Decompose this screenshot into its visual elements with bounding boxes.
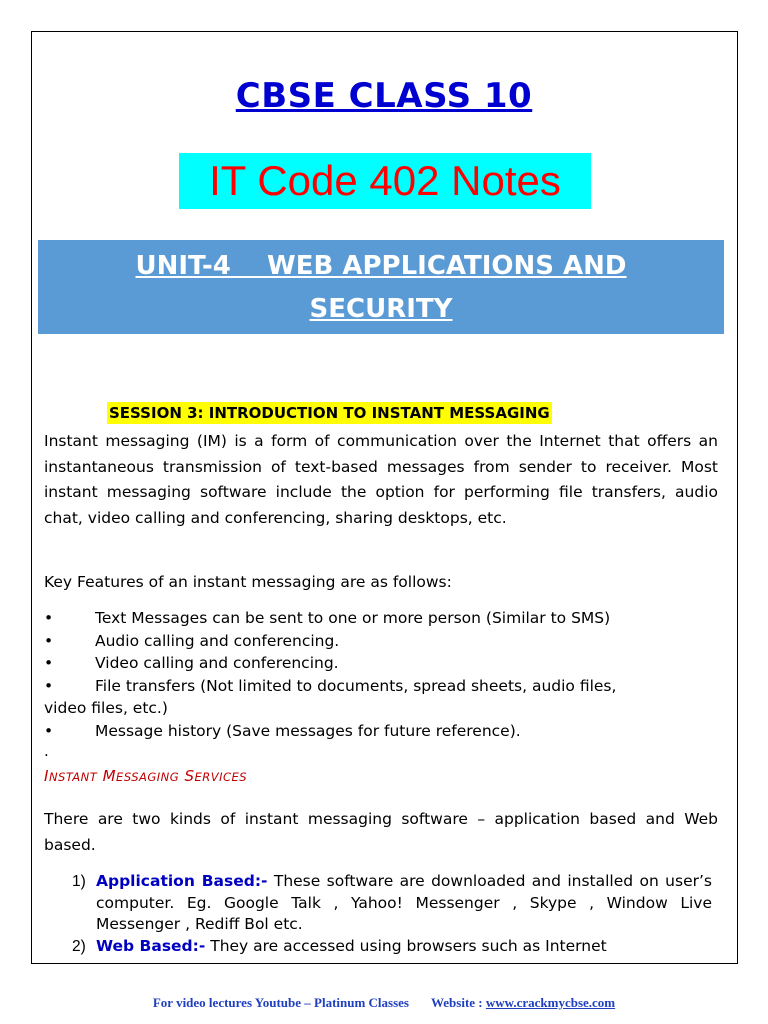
item-text: These software are downloaded and installed on user’s computer. Eg. Google Talk , Yahoo! Messenger , Skype , Window Live Messenger , Rediff Bol etc. [96, 872, 712, 933]
footer-website-label: Website : [431, 995, 483, 1010]
types-list [72, 871, 712, 957]
stray-period: . [44, 742, 49, 760]
unit-line-2: SECURITY [309, 294, 453, 324]
document-title [0, 76, 768, 116]
item-text: They are accessed using browsers such as Internet [205, 936, 607, 955]
bullet-icon: • [44, 609, 54, 627]
list-item-continuation: video files, etc.) [44, 699, 168, 717]
features-list [44, 607, 718, 742]
website-link[interactable]: www.crackmycbse.com [485, 995, 616, 1010]
document-subtitle: IT Code 402 Notes [179, 153, 591, 209]
features-heading: Key Features of an instant messaging are as follows: [44, 573, 452, 591]
item-label: Application Based:- [96, 872, 268, 890]
intro-paragraph: Instant messaging (IM) is a form of communication over the Internet that offers an instantaneous transmission of text-based messages from sender to receiver. Most instant messaging software include the option for performing file transfers, audio chat, video calling and conferencing, sharing desktops, etc. [44, 432, 718, 527]
unit-banner [38, 240, 724, 334]
unit-line-1: UNIT-4 WEB APPLICATIONS AND [135, 251, 627, 281]
list-item [72, 936, 712, 958]
list-item [72, 871, 712, 936]
page-footer [0, 995, 768, 1011]
list-item: • Message history (Save messages for future reference). [44, 720, 718, 743]
bullet-icon: • [44, 631, 54, 650]
bullet-icon: • [44, 721, 54, 740]
kinds-paragraph: There are two kinds of instant messaging software – application based and Web based. [44, 810, 718, 854]
list-item: • Audio calling and conferencing. [44, 630, 718, 653]
list-item: • File transfers (Not limited to documents, spread sheets, audio files, [44, 675, 718, 698]
item-label: Web Based:- [96, 936, 206, 955]
footer-text: For video lectures Youtube – Platinum Classes [152, 995, 409, 1010]
item-number: 2) [72, 937, 86, 955]
bullet-icon: • [44, 654, 54, 672]
bullet-icon: • [44, 676, 54, 695]
session-heading: SESSION 3: INTRODUCTION TO INSTANT MESSAGING [109, 404, 550, 422]
item-number: 1) [72, 873, 86, 890]
list-item: • Text Messages can be sent to one or more person (Similar to SMS) [44, 607, 718, 630]
title-text: CBSE CLASS 10 [235, 76, 533, 116]
services-heading: INSTANT MESSAGING SERVICES [44, 767, 248, 785]
list-item: • Video calling and conferencing. [44, 652, 718, 675]
